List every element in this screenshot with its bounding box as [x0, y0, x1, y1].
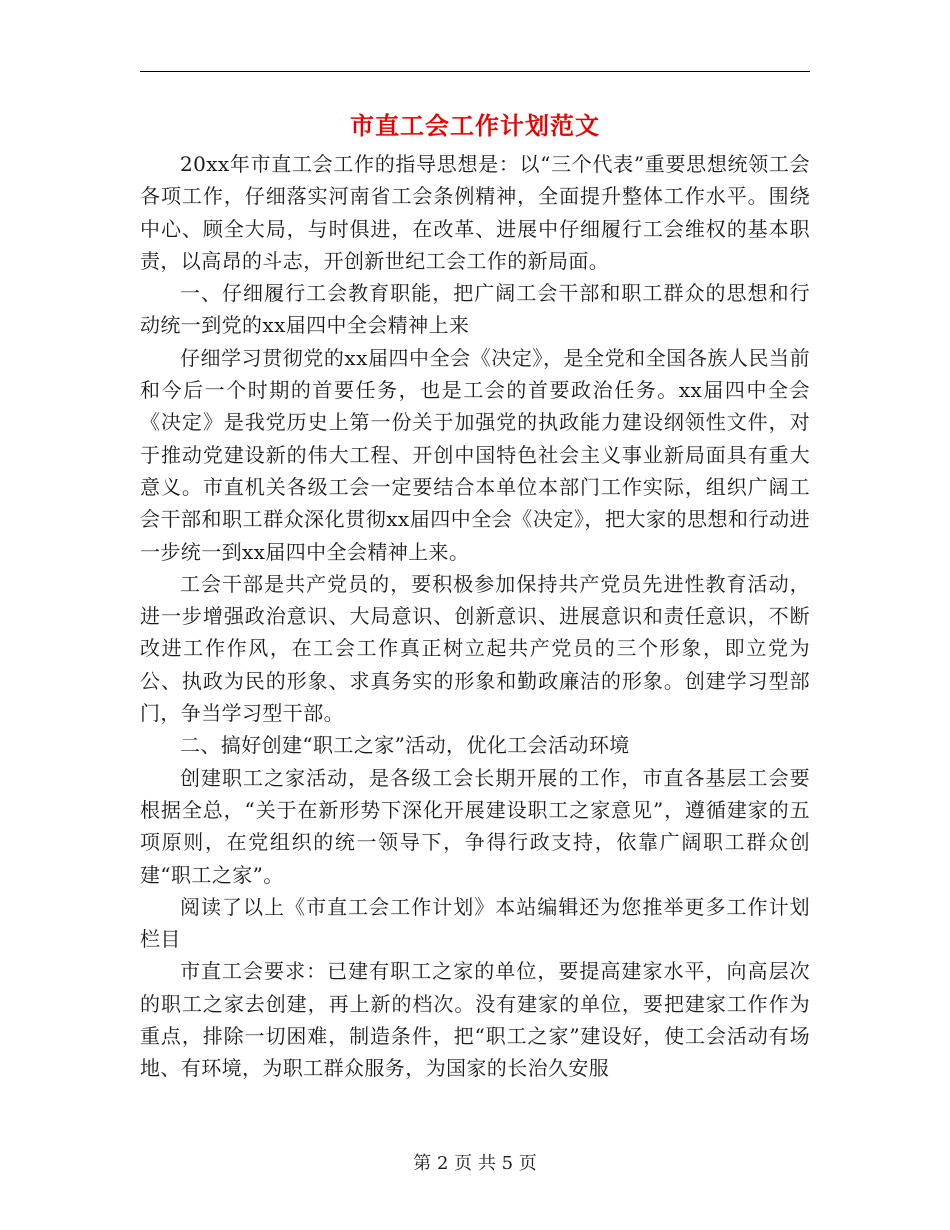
- paragraph-guiding-thought: 20xx年市直工会工作的指导思想是：以“三个代表”重要思想统领工会各项工作，仔细落实河南省工会条例精神，全面提升整体工作水平。围绕中心、顾全大局，与时俱进，在改革、进展中仔细履行工会维权的基本职责，以高昂的斗志，开创新世纪工会工作的新局面。: [140, 152, 810, 273]
- document-title: 市直工会工作计划范文: [350, 111, 600, 140]
- page-number-footer: 第 2 页 共 5 页: [413, 1153, 537, 1174]
- document-body: [140, 148, 810, 1085]
- paragraph-recommendation: 阅读了以上《市直工会工作计划》本站编辑还为您推举更多工作计划栏目: [140, 894, 810, 952]
- header-rule: [140, 71, 810, 72]
- paragraph-cadre-education: 工会干部是共产党员的，要积极参加保持共产党员先进性教育活动，进一步增强政治意识、大局意识、创新意识、进展意识和责任意识，不断改进工作作风，在工会工作真正树立起共产党员的三个形象，即立党为公、执政为民的形象、求真务实的形象和勤政廉洁的形象。创建学习型部门，争当学习型干部。: [140, 571, 810, 726]
- section-heading-2: 二、搞好创建“职工之家”活动，优化工会活动环境: [180, 733, 630, 758]
- paragraph-workers-home: 创建职工之家活动，是各级工会长期开展的工作，市直各基层工会要根据全总，“关于在新形势下深化开展建设职工之家意见”，遵循建家的五项原则，在党组织的统一领导下，争得行政支持，依靠广阔职工群众创建“职工之家”。: [140, 765, 810, 887]
- paragraph-requirements: 市直工会要求：已建有职工之家的单位，要提高建家水平，向高层次的职工之家去创建，再上新的档次。没有建家的单位，要把建家工作作为重点，排除一切困难，制造条件，把“职工之家”建设好，使工会活动有场地、有环境，为职工群众服务，为国家的长治久安服: [140, 959, 810, 1081]
- paragraph-study-decision: 仔细学习贯彻党的xx届四中全会《决定》，是全党和全国各族人民当前和今后一个时期的首要任务，也是工会的首要政治任务。xx届四中全会《决定》是我党历史上第一份关于加强党的执政能力建设纲领性文件，对于推动党建设新的伟大工程、开创中国特色社会主义事业新局面具有重大意义。市直机关各级工会一定要结合本单位本部门工作实际，组织广阔工会干部和职工群众深化贯彻xx届四中全会《决定》，把大家的思想和行动进一步统一到xx届四中全会精神上来。: [140, 345, 810, 564]
- section-heading-1: 一、仔细履行工会教育职能，把广阔工会干部和职工群众的思想和行动统一到党的xx届四中全会精神上来: [140, 281, 810, 338]
